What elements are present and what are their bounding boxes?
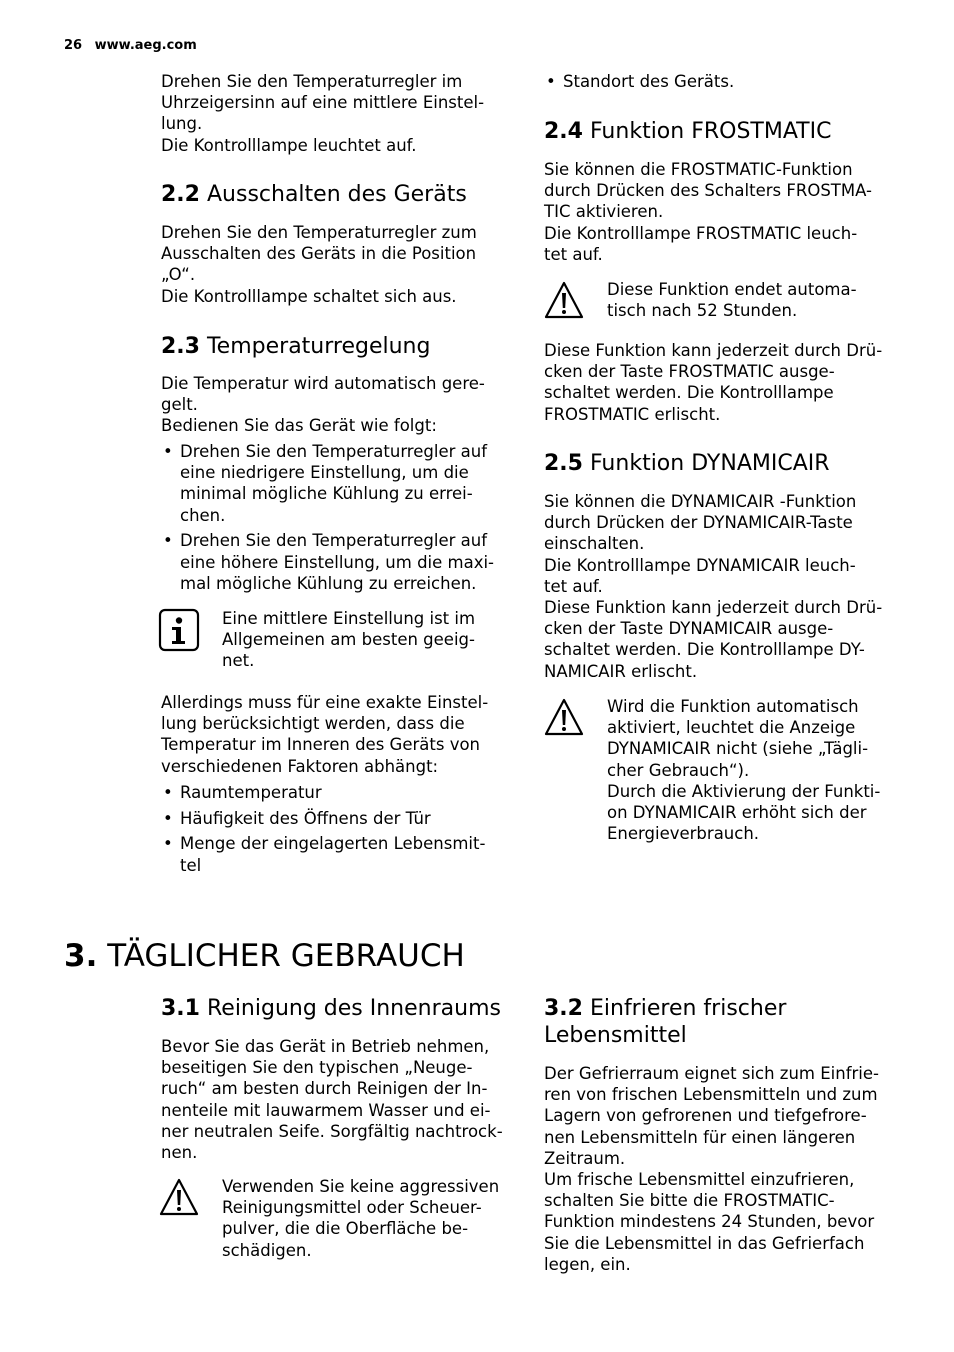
list-item: • Standort des Geräts.: [544, 71, 904, 92]
regulation-bullets: [161, 441, 511, 598]
section-2-3-text-2: Allerdings muss für eine exakte Einstel- lung berücksichtigt werden, dass die Temperatur im Inneren des Geräts von verschiedenen Faktoren abhängt:: [161, 693, 489, 776]
list-item: • Menge der eingelagerten Lebensmit- tel: [161, 833, 511, 875]
intro-text: Drehen Sie den Temperaturregler im Uhrzeigersinn auf eine mittlere Einstel- lung. Die Kontrolllampe leuchtet auf.: [161, 72, 485, 155]
info-note: [158, 608, 475, 672]
warning-note: [543, 696, 880, 844]
factor-bullets: [161, 782, 511, 880]
warning-icon: [158, 1176, 200, 1220]
chapter-title: 3. TÄGLICHER GEBRAUCH: [64, 938, 465, 974]
warning-note: [158, 1176, 499, 1261]
list-item: • Raumtemperatur: [161, 782, 511, 803]
section-2-2-text: Drehen Sie den Temperaturregler zum Ausschalten des Geräts in die Position „O“. Die Kontrolllampe schaltet sich aus.: [161, 223, 477, 306]
info-icon: [158, 608, 200, 652]
warning-icon: [543, 696, 585, 740]
section-2-4-text-2: Diese Funktion kann jederzeit durch Drü- cken der Taste FROSTMATIC ausge- schaltet werden. Die Kontrolllampe FROSTMATIC erlischt.: [544, 341, 883, 424]
warning-icon: [543, 279, 585, 323]
heading-2-5: 2.5 Funktion DYNAMICAIR: [544, 451, 830, 476]
list-item: • Drehen Sie den Temperaturregler auf eine höhere Einstellung, um die maxi- mal mögliche Kühlung zu erreichen.: [161, 530, 511, 594]
page-number: 26: [64, 38, 83, 53]
warning-text: Verwenden Sie keine aggressiven Reinigungsmittel oder Scheuer- pulver, die die Oberfläche be- schädigen.: [222, 1177, 500, 1260]
section-2-3-text: Die Temperatur wird automatisch gere- gelt. Bedienen Sie das Gerät wie folgt:: [161, 374, 485, 436]
header-url[interactable]: www.aeg.com: [94, 38, 197, 53]
warning-text: Diese Funktion endet automa- tisch nach 52 Stunden.: [607, 280, 857, 321]
heading-2-4: 2.4 Funktion FROSTMATIC: [544, 119, 832, 144]
warning-text: Wird die Funktion automatisch aktiviert, leuchtet die Anzeige DYNAMICAIR nicht (siehe „Tägli- cher Gebrauch“). Durch die Aktivierung der Funkti- on DYNAMICAIR erhöht sich der Energieverbrauch.: [607, 697, 881, 844]
page-header: [64, 38, 197, 53]
heading-3-2: 3.2 Einfrieren frischer Lebensmittel: [544, 996, 787, 1048]
section-2-4-text: Sie können die FROSTMATIC-Funktion durch Drücken des Schalters FROSTMA- TIC aktivieren. Die Kontrolllampe FROSTMATIC leuch- tet auf.: [544, 160, 872, 264]
section-2-5-text: Sie können die DYNAMICAIR -Funktion durch Drücken der DYNAMICAIR-Taste einschalten. Die Kontrolllampe DYNAMICAIR leuch- tet auf. Diese Funktion kann jederzeit durch Drü- cken der Taste DYNAMICAIR ausge- schaltet werden. Die Kontrolllampe DY- NAMICAIR erlischt.: [544, 492, 883, 681]
heading-2-2: 2.2 Ausschalten des Geräts: [161, 182, 467, 207]
section-3-1-text: Bevor Sie das Gerät in Betrieb nehmen, beseitigen Sie den typischen „Neuge- ruch“ am besten durch Reinigen der In- nenteile mit lauwarmem Wasser und ei- ner neutralen Seife. Sorgfältig nachtrock- nen.: [161, 1037, 503, 1163]
heading-2-3: 2.3 Temperaturregelung: [161, 334, 431, 359]
factor-bullets-continued: [544, 71, 904, 97]
list-item: • Häufigkeit des Öffnens der Tür: [161, 808, 511, 829]
section-3-2-text: Der Gefrierraum eignet sich zum Einfrie- ren von frischen Lebensmitteln und zum Lagern von gefrorenen und tiefgefrore- nen Lebensmitteln für einen längeren Zeitraum. Um frische Lebensmittel einzufrieren, schalten Sie bitte die FROSTMATIC- Funktion mindestens 24 Stunden, bevor Sie die Lebensmittel in das Gefrierfach legen, ein.: [544, 1064, 879, 1274]
heading-3-1: 3.1 Reinigung des Innenraums: [161, 996, 501, 1021]
warning-note: [543, 279, 857, 323]
list-item: • Drehen Sie den Temperaturregler auf eine niedrigere Einstellung, um die minimal mögliche Kühlung zu errei- chen.: [161, 441, 511, 526]
info-text: Eine mittlere Einstellung ist im Allgemeinen am besten geeig- net.: [222, 609, 476, 671]
